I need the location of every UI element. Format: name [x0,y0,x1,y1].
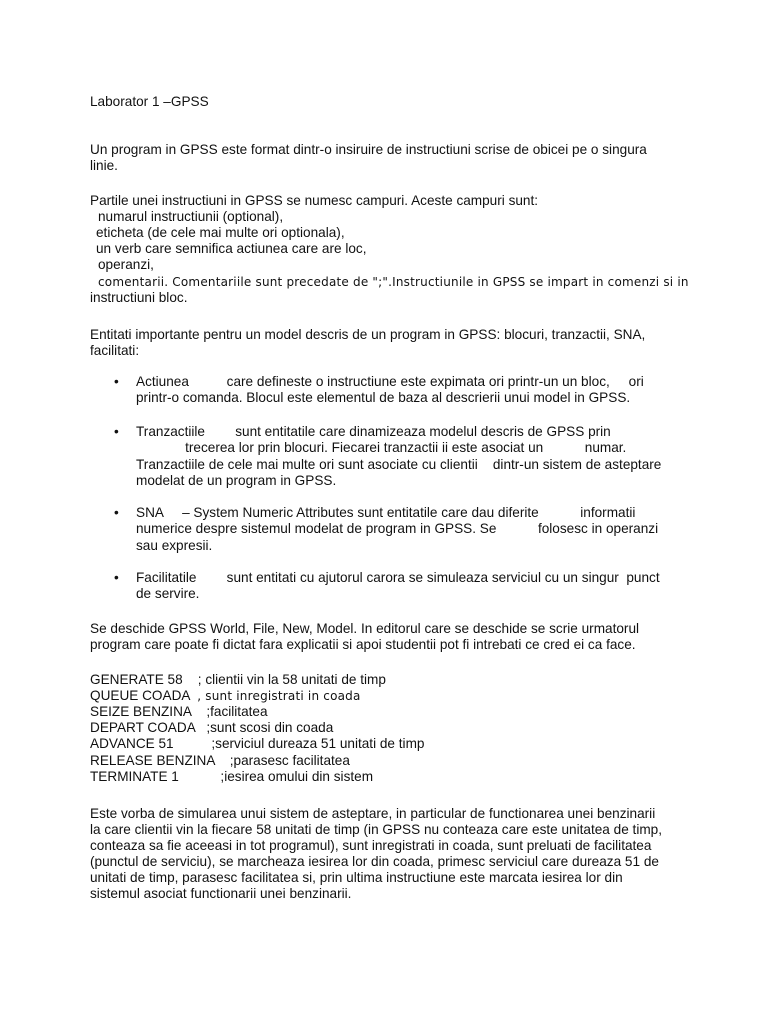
bullet-2-line-3: Tranzactiile de cele mai multe ori sunt asociate cu clientii dintr-un sistem de asteptare [136,457,662,472]
bullet-4-line-2: de servire. [136,586,200,601]
intro-line-2: linie. [90,158,118,173]
field-item-comments [98,274,689,290]
code-line-6: RELEASE BENZINA ;parasesc facilitatea [90,753,350,768]
closing-line-3: conteaza sa fie aceeasi in tot programul), sunt inregistrati in coada, sunt preluati de facilitatea [90,838,652,853]
bullet-dot: • [114,424,119,439]
closing-line-1: Este vorba de simularea unui sistem de asteptare, in particular de functionarea unei benzinarii [90,806,656,821]
entities-intro-line-2: facilitati: [90,343,140,358]
intro-line-1: Un program in GPSS este format dintr-o insiruire de instructiuni scrise de obicei pe o singura [90,142,647,157]
bullet-dot: • [114,374,119,389]
bullet-dot: • [114,505,119,520]
bullet-2-line-1: Tranzactiile sunt entitatile care dinamizeaza modelul descris de GPSS prin [136,424,611,439]
closing-line-2: la care clientii vin la fiecare 58 unitati de timp (in GPSS nu conteaza care este unitatea de timp, [90,822,662,837]
code-line-1: GENERATE 58 ; clientii vin la 58 unitati de timp [90,672,386,687]
bullet-2-line-4: modelat de un program in GPSS. [136,473,337,488]
field-item: operanzi, [98,257,154,272]
rest-part: Instructiunile in GPSS se impart in comenzi si in [392,275,689,289]
bullet-3-line-2: numerice despre sistemul modelat de program in GPSS. Se folosesc in operanzi [136,521,659,536]
code-line-5: ADVANCE 51 ;serviciul dureaza 51 unitati de timp [90,736,425,751]
bullet-4-line-1: Facilitatile sunt entitati cu ajutorul carora se simuleaza serviciul cu un singur punct [136,570,660,585]
code-line-2-comment: , sunt inregistrati in coada [197,689,361,703]
comment-part: comentarii. Comentariile sunt precedate de ";". [98,275,393,289]
bullet-3-line-3: sau expresii. [136,538,213,553]
field-item: un verb care semnifica actiunea care are loc, [96,241,367,256]
document-title: Laborator 1 –GPSS [90,94,209,109]
code-line-3: SEIZE BENZINA ;facilitatea [90,704,268,719]
fields-intro: Partile unei instructiuni in GPSS se numesc campuri. Aceste campuri sunt: [90,193,539,208]
closing-line-4: (punctul de serviciu), se marcheaza iesirea lor din coada, primesc serviciul care dureaza 51 de [90,854,659,869]
code-line-4: DEPART COADA ;sunt scosi din coada [90,720,334,735]
field-item: eticheta (de cele mai multe ori optionala), [96,225,345,240]
world-line-2: program care poate fi dictat fara explicatii si apoi studentii pot fi intrebati ce cred ei ca face. [90,637,636,652]
closing-line-5: unitati de timp, parasesc facilitatea si, prin ultima instructiune este marcata iesirea lor din [90,870,623,885]
world-line-1: Se deschide GPSS World, File, New, Model. In editorul care se deschide se scrie urmatorul [90,621,640,636]
code-line-7: TERMINATE 1 ;iesirea omului din sistem [90,769,374,784]
code-line-2-cmd: QUEUE COADA [90,688,198,703]
code-line-2 [90,688,361,704]
entities-intro-line-1: Entitati importante pentru un model descris de un program in GPSS: blocuri, tranzactii, SNA, [90,327,646,342]
field-item: numarul instructiunii (optional), [98,209,284,224]
field-continuation: instructiuni bloc. [90,290,188,305]
closing-line-6: sistemul asociat functionarii unei benzinarii. [90,886,352,901]
bullet-dot: • [114,570,119,585]
bullet-1-line-2: printr-o comanda. Blocul este elementul de baza al descrierii unui model in GPSS. [136,390,631,405]
bullet-2-line-2: trecerea lor prin blocuri. Fiecarei tranzactii ii este asociat un numar. [136,440,627,455]
bullet-3-line-1: SNA – System Numeric Attributes sunt entitatile care dau diferite informatii [136,505,636,520]
bullet-1-line-1: Actiunea care defineste o instructiune este expimata ori printr-un un bloc, ori [136,374,644,389]
